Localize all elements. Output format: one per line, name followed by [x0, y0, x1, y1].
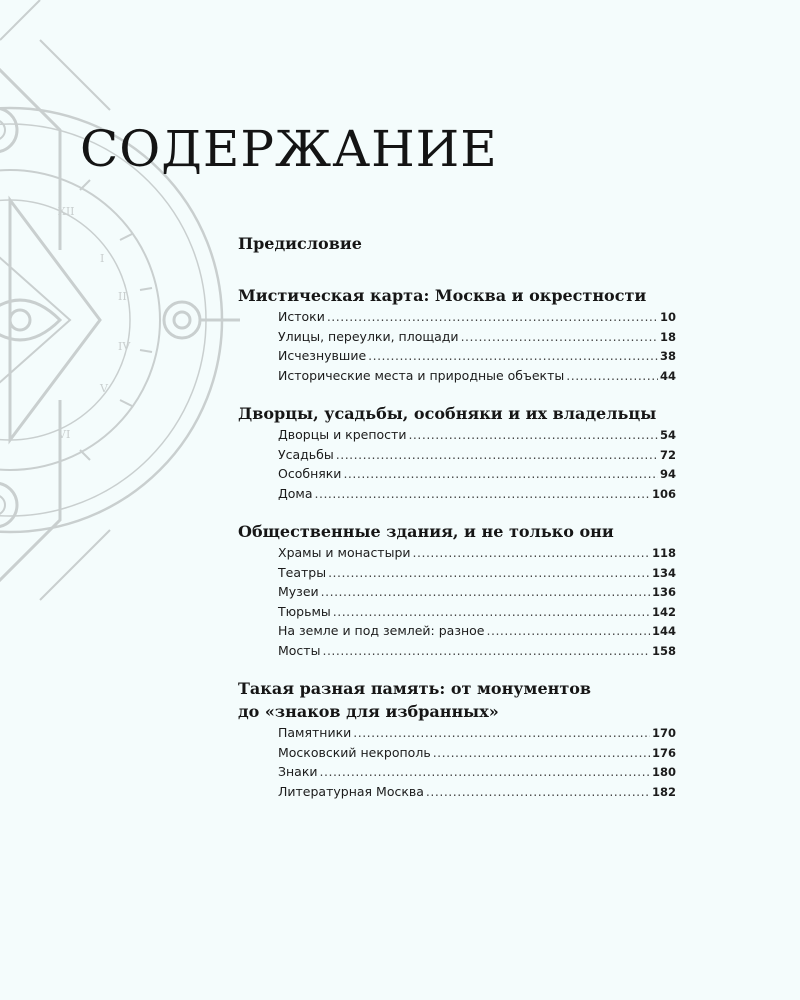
page-title: СОДЕРЖАНИЕ — [80, 120, 498, 178]
toc-entry[interactable] — [278, 329, 676, 349]
toc-entry-page-number: 44 — [659, 368, 676, 383]
toc-entry-leader-dots — [408, 427, 658, 442]
toc-entry-leader-dots — [413, 545, 650, 560]
toc-entry-page-number: 134 — [651, 565, 676, 580]
toc-entry[interactable] — [278, 309, 676, 329]
toc-entry-page-number: 72 — [659, 447, 676, 462]
toc-entry-leader-dots — [327, 309, 658, 324]
toc-entry-page-number: 144 — [651, 624, 676, 638]
toc-entry-page-number: 170 — [651, 726, 676, 740]
toc-entry[interactable] — [278, 447, 676, 467]
toc-entry-leader-dots — [433, 745, 650, 760]
toc-entry-leader-dots — [333, 604, 650, 619]
toc-entry-page-number: 142 — [651, 604, 676, 619]
toc-entry-leader-dots — [353, 725, 650, 740]
toc-entry-page-number: 54 — [659, 428, 676, 442]
roman-numeral: II — [118, 290, 127, 303]
toc-entry[interactable] — [278, 545, 676, 565]
toc-entry-label: Тюрьмы — [278, 603, 331, 619]
toc-entry-list — [238, 545, 676, 662]
toc-entry-leader-dots — [322, 643, 650, 658]
toc-entry-label: Театры — [278, 564, 327, 580]
toc-entry-label: Литературная Москва — [278, 783, 424, 799]
toc-section-title-line: Общественные здания, и не только они — [238, 522, 614, 541]
toc-section-title-line: до «знаков для избранных» — [238, 702, 499, 721]
toc-entry-label: Храмы и монастыри — [278, 545, 411, 560]
toc-entry[interactable] — [278, 486, 676, 506]
toc-entry[interactable] — [278, 466, 676, 486]
toc-section — [238, 232, 676, 255]
toc-entry-leader-dots — [315, 486, 650, 501]
toc-section — [238, 284, 676, 387]
toc-entry[interactable] — [278, 745, 676, 765]
toc-entry-list — [238, 309, 676, 387]
toc-entry-label: Московский некрополь — [278, 744, 431, 760]
toc-section-title-line: Дворцы, усадьбы, особняки и их владельцы — [238, 404, 657, 423]
toc-entry[interactable] — [278, 565, 676, 585]
roman-numeral: VI — [58, 428, 71, 441]
table-of-contents — [238, 232, 676, 803]
toc-entry-page-number: 180 — [651, 765, 676, 779]
toc-entry-label: Усадьбы — [278, 446, 334, 462]
toc-entry-page-number: 38 — [659, 349, 676, 363]
toc-entry-page-number: 182 — [651, 784, 676, 799]
toc-section-title[interactable] — [238, 232, 676, 255]
toc-entry[interactable] — [278, 725, 676, 745]
toc-entry[interactable] — [278, 604, 676, 624]
toc-entry-page-number: 158 — [651, 643, 676, 658]
toc-entry-leader-dots — [328, 565, 650, 580]
toc-entry-label: Исторические места и природные объекты — [278, 367, 565, 383]
roman-numeral: I — [100, 252, 105, 265]
toc-entry-leader-dots — [487, 623, 650, 638]
toc-section-title[interactable] — [238, 402, 676, 425]
toc-section-title[interactable] — [238, 520, 676, 543]
toc-entry-label: На земле и под землей: разное — [278, 623, 485, 638]
toc-entry-label: Особняки — [278, 466, 342, 481]
toc-section — [238, 402, 676, 505]
toc-entry-leader-dots — [336, 447, 658, 462]
toc-section-title-line: Такая разная память: от монументов — [238, 679, 592, 698]
toc-entry-label: Исчезнувшие — [278, 348, 367, 363]
toc-section-title[interactable] — [238, 284, 676, 307]
toc-entry-leader-dots — [320, 764, 650, 779]
toc-entry[interactable] — [278, 427, 676, 447]
toc-entry[interactable] — [278, 623, 676, 643]
roman-numeral: V — [100, 382, 108, 395]
toc-entry-label: Дома — [278, 485, 313, 501]
toc-entry-page-number: 118 — [651, 546, 676, 560]
toc-entry-label: Истоки — [278, 309, 325, 324]
toc-entry-label: Мосты — [278, 642, 321, 658]
toc-entry[interactable] — [278, 764, 676, 784]
toc-section — [238, 520, 676, 662]
toc-entry-page-number: 176 — [651, 745, 676, 760]
toc-entry-page-number: 106 — [651, 486, 676, 501]
toc-entry-page-number: 10 — [659, 310, 676, 324]
toc-entry[interactable] — [278, 643, 676, 663]
toc-section-title-line: Предисловие — [238, 234, 362, 253]
toc-entry-page-number: 136 — [651, 585, 676, 599]
toc-section-title[interactable] — [238, 677, 676, 723]
toc-entry[interactable] — [278, 584, 676, 604]
toc-entry-label: Музеи — [278, 584, 319, 599]
toc-entry-leader-dots — [426, 784, 650, 799]
toc-entry-leader-dots — [343, 466, 658, 481]
toc-entry-leader-dots — [461, 329, 658, 344]
toc-entry-leader-dots — [368, 348, 658, 363]
roman-numeral: XII — [58, 205, 75, 218]
roman-numeral: IV — [118, 340, 131, 353]
toc-section-title-line: Мистическая карта: Москва и окрестности — [238, 286, 647, 305]
toc-entry-page-number: 94 — [659, 467, 676, 481]
toc-entry-label: Улицы, переулки, площади — [278, 328, 459, 344]
toc-entry-list — [238, 427, 676, 505]
toc-entry-label: Дворцы и крепости — [278, 427, 407, 442]
toc-entry-list — [238, 725, 676, 803]
toc-entry[interactable] — [278, 368, 676, 388]
toc-entry-label: Памятники — [278, 725, 352, 740]
mystic-clock-eye-ornament-icon — [0, 0, 240, 640]
toc-entry-label: Знаки — [278, 764, 318, 779]
toc-entry-leader-dots — [321, 584, 650, 599]
toc-entry-page-number: 18 — [659, 329, 676, 344]
toc-entry-leader-dots — [566, 368, 658, 383]
toc-entry[interactable] — [278, 784, 676, 804]
toc-section — [238, 677, 676, 803]
toc-entry[interactable] — [278, 348, 676, 368]
